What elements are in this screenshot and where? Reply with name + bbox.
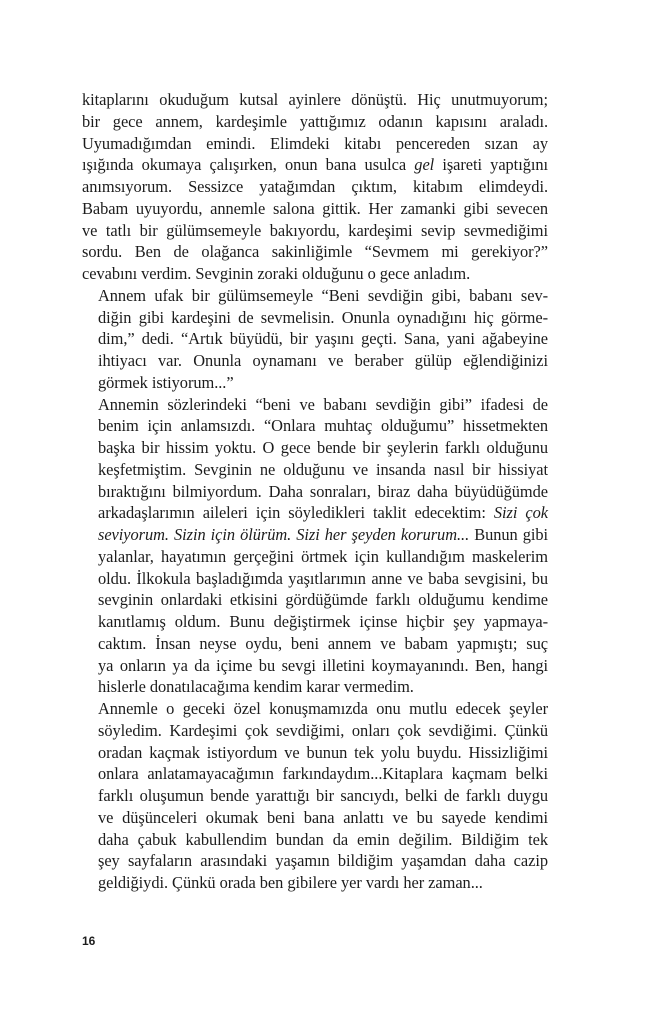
text-line: oldu. İlkokula başladığımda yaşıtlarımın anne ve baba sevgisini, bu bbox=[98, 568, 548, 588]
text-line: ve düşünceleri okumak beni bana anlattı ve bu sayede kendimi bbox=[98, 807, 548, 827]
text-line: seviyorum. Sizin için ölürüm. Sizi her şeyden korurum... Bunun gibi bbox=[98, 525, 548, 544]
text-line: sevginin onlardaki etkisini gördüğümde farklı olduğumu kendime bbox=[98, 590, 548, 610]
text-line: benim için anlamsızdı. “Onlara muhtaç olduğumu” hissetmekten bbox=[98, 416, 548, 436]
text-line: başka bir hissim yoktu. O gece bende bir şeylerin farklı olduğunu bbox=[98, 438, 548, 457]
text-line: Annem ufak bir gülümsemeyle “Beni sevdiğin gibi, babanı sev- bbox=[98, 285, 548, 305]
text-line: keşfetmiştim. Sevginin ne olduğunu ve insanda nasıl bir hissiyat bbox=[98, 459, 548, 479]
text-line: dim,” dedi. “Artık büyüdü, bir yaşını geçti. Sana, yani ağabeyine bbox=[98, 329, 548, 349]
text-line: sordu. Ben de olağanca sakinliğimle “Sevmem mi gerekiyor?” bbox=[82, 242, 548, 262]
text-line: oradan kaçmak istiyordum ve bunun tek yolu buydu. Hissizliğimi bbox=[98, 742, 548, 762]
text-line: ve tatlı bir gülümsemeyle bakıyordu, kardeşimi sevip sevmediğimi bbox=[82, 220, 548, 240]
text-line: Annemle o geceki özel konuşmamızda onu mutlu edecek şeyler bbox=[98, 699, 548, 718]
text-line: onlara anlatamayacağımın farkındaydım...Kitaplara kaçmam belki bbox=[98, 764, 548, 784]
text-line: Annemin sözlerindeki “beni ve babanı sevdiğin gibi” ifadesi de bbox=[98, 394, 548, 414]
text-line: bıraktığını bilmiyordum. Daha sonraları, biraz daha büyüdüğümde bbox=[98, 481, 548, 501]
text-line: daha çabuk kabullendim bundan da emin değilim. Bildiğim tek bbox=[98, 829, 548, 849]
text-line: yalanlar, hayatımın gerçeğini örtmek için kullandığım maskelerim bbox=[98, 546, 548, 566]
italic-text: gel bbox=[414, 155, 435, 175]
paragraph bbox=[82, 394, 548, 699]
text-line: farklı oluşumun bende yarattığı bir sancıydı, belki de farklı duygu bbox=[98, 786, 548, 805]
text-line: ya onların ya da içime bu sevgi illetini koymayanındı. Ben, hangi bbox=[98, 655, 548, 675]
body-text bbox=[82, 89, 548, 894]
text-line: cevabını verdim. Sevginin zoraki olduğunu o gece anladım. bbox=[82, 264, 471, 283]
text-line: şey sayfaların arasındaki yaşamın bildiğim yaşamdan daha cazip bbox=[98, 851, 548, 871]
text-line: Uyumadığımdan emindi. Elimdeki kitabı pencereden sızan ay bbox=[82, 133, 548, 153]
text-line: Babam uyuyordu, annemle salona gittik. Her zamanki gibi sevecen bbox=[82, 198, 548, 218]
text-line: arkadaşlarımın aileleri için söyledikleri taklit edecektim: Sizi çok bbox=[98, 503, 549, 523]
text-line: görmek istiyorum...” bbox=[98, 372, 234, 392]
text-line: söyledim. Kardeşimi çok sevdiğimi, onları çok sevdiğimi. Çünkü bbox=[98, 720, 548, 740]
page-number: 16 bbox=[82, 934, 96, 948]
text-line: caktım. İnsan neyse oydu, beni annem ve babam yapmıştı; suç bbox=[98, 633, 548, 653]
paragraph bbox=[82, 89, 548, 285]
italic-text: seviyorum. Sizin için ölürüm. Sizi her şeyden korurum... bbox=[98, 525, 470, 544]
text-line: kanıtlamış oldum. Bunu değiştirmek içinse hiçbir şey yapmaya- bbox=[98, 612, 548, 631]
text-line: kitaplarını okuduğum kutsal ayinlere dönüştü. Hiç unutmuyorum; bbox=[82, 90, 548, 109]
text-line: diğin gibi kardeşini de sevmelisin. Onunla oynadığını hiç görme- bbox=[98, 307, 548, 327]
text-line: ihtiyacı var. Onunla oynamanı ve beraber gülüp eğlendiğinizi bbox=[98, 351, 548, 370]
text-line: hislerle donatılacağıma kendim karar vermedim. bbox=[98, 677, 414, 697]
text-line: bir gece annem, kardeşimle yattığımız odanın kapısını araladı. bbox=[82, 111, 548, 131]
text-line: ışığında okumaya çalışırken, onun bana usulca gel işareti yaptığını bbox=[82, 155, 548, 175]
text-line: anımsıyorum. Sessizce yatağımdan çıktım, kitabım elimdeydi. bbox=[82, 177, 548, 196]
paragraph bbox=[82, 698, 548, 894]
italic-text: Sizi çok bbox=[493, 503, 549, 523]
paragraph bbox=[82, 285, 548, 394]
text-line: geldiğiydi. Çünkü orada ben gibilere yer vardı her zaman... bbox=[98, 873, 483, 892]
